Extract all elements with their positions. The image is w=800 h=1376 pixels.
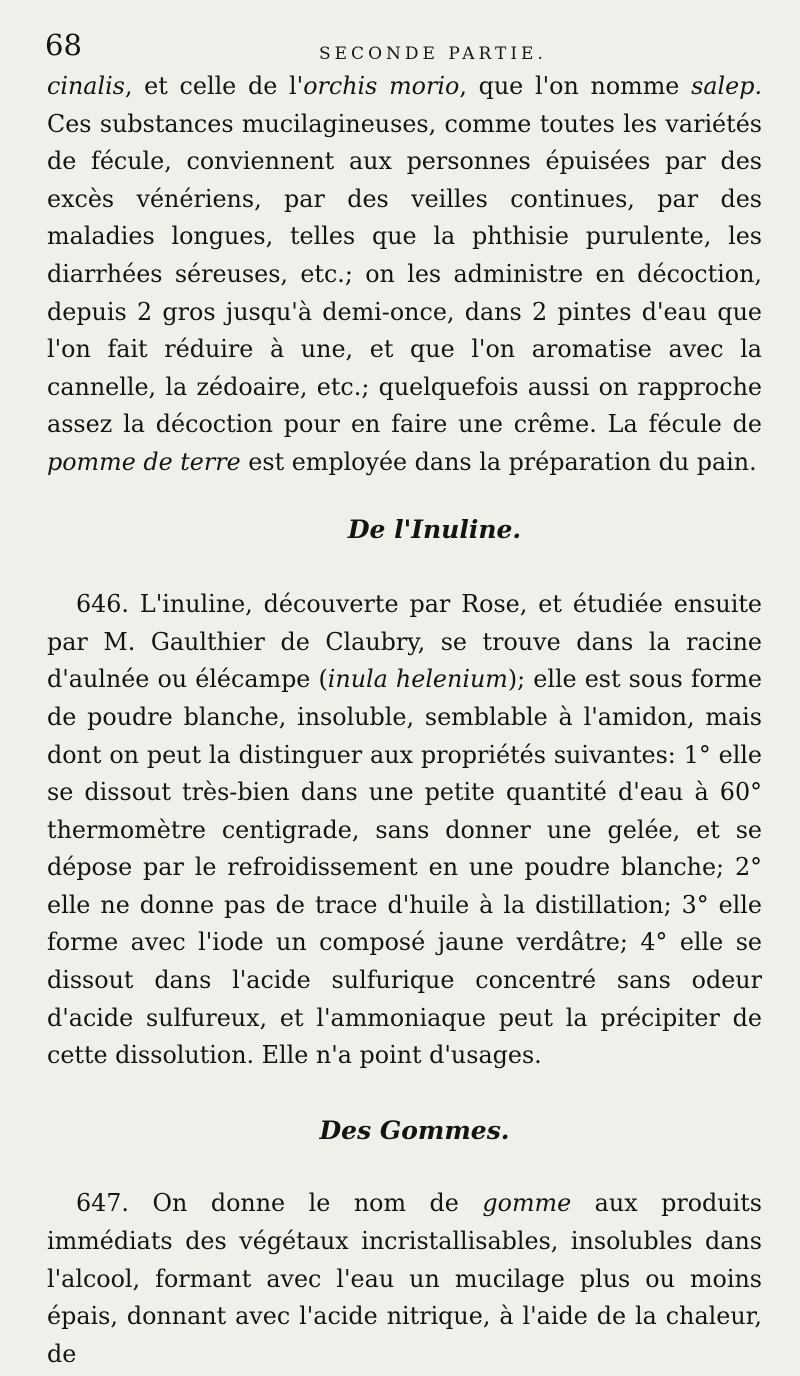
italic-term: inula helenium xyxy=(327,665,508,694)
italic-term: gomme xyxy=(482,1189,572,1218)
paragraph-646 xyxy=(47,586,762,1075)
italic-term: salep. xyxy=(691,72,763,100)
continued-paragraph xyxy=(47,68,762,482)
body-text xyxy=(47,68,762,1373)
page-header xyxy=(45,26,765,66)
running-head: SECONDE PARTIE. xyxy=(319,44,547,64)
text-run: est employée dans la préparation du pain. xyxy=(240,447,757,476)
section-title-gommes: Des Gommes. xyxy=(319,1115,510,1145)
paragraph-647 xyxy=(47,1185,762,1373)
italic-term: cinalis xyxy=(47,72,125,100)
section-title-inuline: De l'Inuline. xyxy=(347,514,522,544)
text-run: aux produits immédiats des végétaux incristallisables, insolubles dans l'alcool, formant avec l'eau un mucilage plus ou moins épais, donnant avec l'acide nitrique, à l'aide de la chaleur, de xyxy=(47,1189,762,1368)
italic-term: pomme de terre xyxy=(47,447,241,476)
text-run: Ces substances mucilagineuses, comme toutes les variétés de fécule, conviennent aux personnes épuisées par des excès vénériens, par des veilles continues, par des maladies longues, telles que la phthisie purulente, les diarrhées séreuses, etc.; on les administre en décoction, depuis 2 gros jusqu'à demi-once, dans 2 pintes d'eau que l'on fait réduire à une, et que l'on aromatise avec la cannelle, la zédoaire, etc.; quelquefois aussi on rapproche assez la décoction pour en faire une crême. La fécule de xyxy=(47,109,762,439)
page-number: 68 xyxy=(45,28,82,62)
text-run: , et celle de l' xyxy=(124,72,304,100)
text-run: 647. On donne le nom de xyxy=(76,1189,483,1218)
text-run: , que l'on nomme xyxy=(459,72,692,100)
text-run: 646. L'inuline, découverte par Rose, et étudiée ensuite par M. Gaulthier de Claubry, se trouve dans la racine d'aulnée ou élécampe ( xyxy=(47,590,762,694)
italic-term: orchis morio xyxy=(303,72,460,100)
text-run: ); elle est sous forme de poudre blanche, insoluble, semblable à l'amidon, mais dont on peut la distinguer aux propriétés suivantes: 1° elle se dissout très-bien dans une petite quantité d'eau à 60° thermomètre centigrade, sans donner une gelée, et se dépose par le refroidissement en une poudre blanche; 2° elle ne donne pas de trace d'huile à la distillation; 3° elle forme avec l'iode un composé jaune verdâtre; 4° elle se dissout dans l'acide sulfurique concentré sans odeur d'acide sulfureux, et l'ammoniaque peut la précipiter de cette dissolution. Elle n'a point d'usages. xyxy=(47,665,762,1070)
